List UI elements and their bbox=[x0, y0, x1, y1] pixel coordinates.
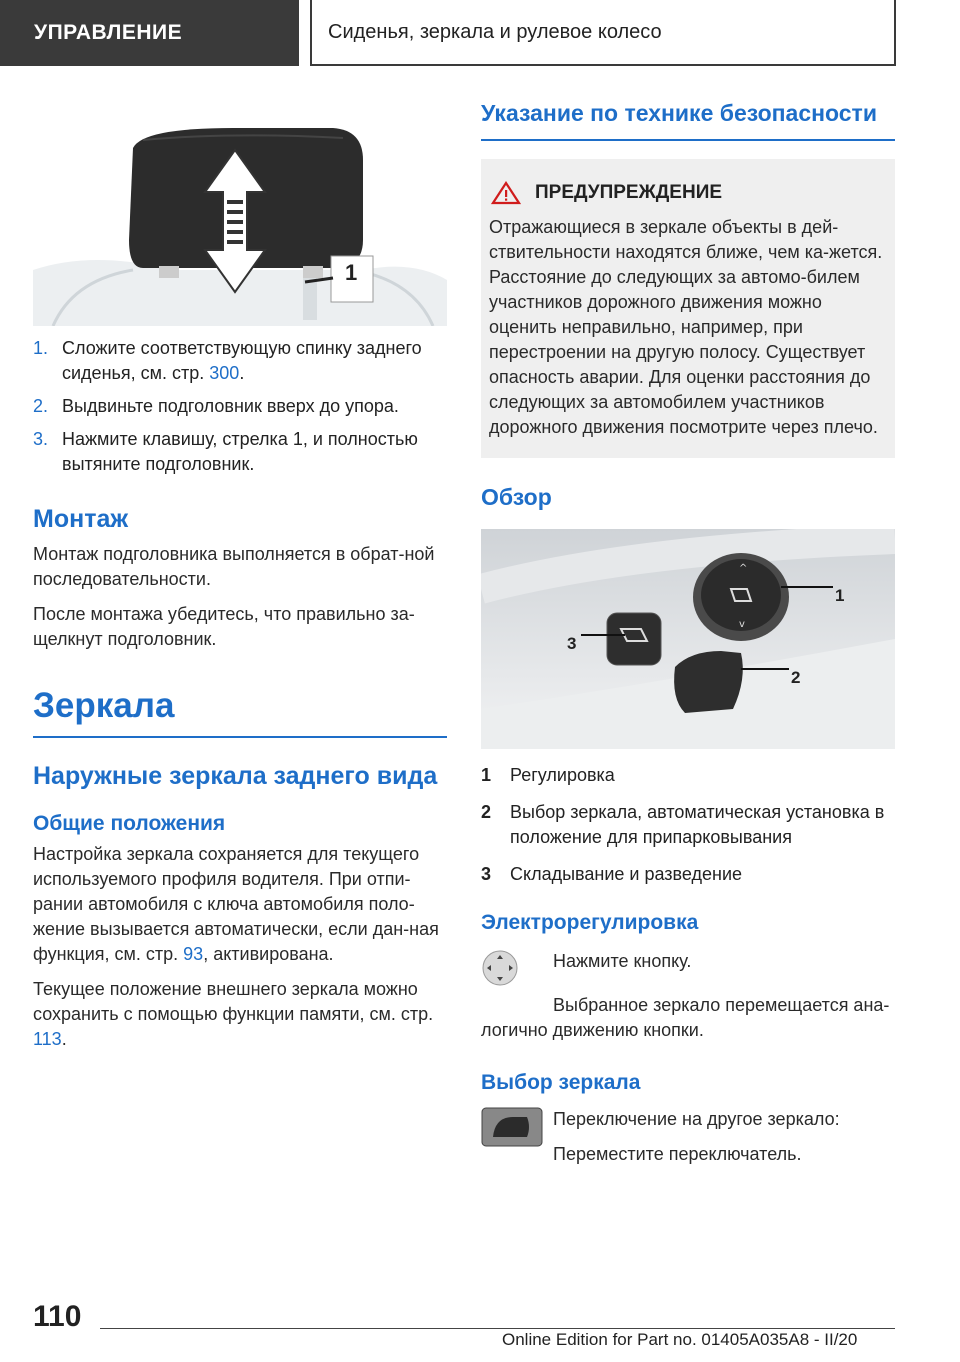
svg-text:v: v bbox=[739, 619, 745, 630]
warning-text: Отражающиеся в зеркале объекты в дей-ствительности находятся ближе, чем ка-жется. Расстояние до следующих за автомо-билем участников дорожного движения можно оценить неправильно, например, при перестроении на другую полосу. Существует опасность аварии. Для оценки расстояния до следующих за автомобилем участников дорожного движения посмотрите через плечо. bbox=[489, 217, 883, 437]
electro-heading: Электрорегулировка bbox=[481, 911, 699, 934]
figure-callout-1: 1 bbox=[345, 260, 358, 285]
step-item: 2. Выдвиньте подголовник вверх до упора. bbox=[33, 396, 399, 416]
general-paragraph-1: Настройка зеркала сохраняется для текущего используемого профиля водителя. При отпи-рании автомобиля с ключа автомобиля поло-жение вызывается автоматически, если дан-ная функция, см. стр. 93, активирована. bbox=[33, 844, 439, 964]
general-heading: Общие положения bbox=[33, 812, 226, 835]
headrest-illustration bbox=[33, 120, 447, 326]
mirror-selector-switch-icon bbox=[481, 1107, 543, 1147]
page-link[interactable]: 93 bbox=[183, 944, 204, 964]
topic-title: Сиденья, зеркала и рулевое колесо bbox=[310, 0, 896, 66]
page-link[interactable]: 300 bbox=[209, 363, 240, 383]
montage-paragraph-2: После монтажа убедитесь, что правильно за-щелкнут подголовник. bbox=[33, 604, 415, 649]
step-item: 3. Нажмите клавишу, стрелка 1, и полностью вытяните подголовник. bbox=[33, 429, 418, 474]
warning-box bbox=[481, 159, 895, 458]
mirror-adjust-button-icon bbox=[481, 949, 519, 987]
callout-1: 1 bbox=[835, 586, 845, 605]
page-link[interactable]: 113 bbox=[33, 1029, 62, 1049]
select-heading: Выбор зеркала bbox=[481, 1071, 641, 1094]
svg-text:^: ^ bbox=[739, 563, 748, 574]
electro-paragraph-2: Выбранное зеркало перемещается ана-логично движению кнопки. bbox=[481, 995, 890, 1040]
general-paragraph-2: Текущее положение внешнего зеркала можно сохранить с помощью функции памяти, см. стр. 113. bbox=[33, 979, 434, 1049]
overview-heading: Обзор bbox=[481, 484, 552, 510]
mirrors-heading: Зеркала bbox=[33, 686, 447, 738]
legend-item: 1 Регулировка bbox=[481, 765, 615, 785]
overview-legend bbox=[481, 763, 895, 887]
edition-note: Online Edition for Part no. 01405A035A8 - II/20 bbox=[502, 1330, 858, 1349]
left-column bbox=[33, 120, 447, 1062]
warning-label: ПРЕДУПРЕЖДЕНИЕ bbox=[535, 182, 723, 203]
outer-mirrors-heading: Наружные зеркала заднего вида bbox=[33, 762, 438, 790]
section-tab: УПРАВЛЕНИЕ bbox=[0, 0, 299, 66]
page-number: 110 bbox=[33, 1300, 82, 1333]
steps-list bbox=[33, 336, 447, 477]
select-paragraph-2: Переместите переключатель. bbox=[553, 1144, 802, 1164]
mirror-controls-illustration bbox=[481, 529, 895, 749]
page-header bbox=[0, 0, 960, 66]
warning-triangle-icon bbox=[491, 181, 521, 205]
legend-item: 2 Выбор зеркала, автоматическая установка в положение для припарковывания bbox=[481, 802, 885, 847]
footer-divider bbox=[100, 1328, 895, 1329]
montage-paragraph-1: Монтаж подголовника выполняется в обрат-ной последовательности. bbox=[33, 544, 435, 589]
montage-heading: Монтаж bbox=[33, 505, 129, 533]
select-paragraph-1: Переключение на другое зеркало: bbox=[553, 1109, 840, 1129]
callout-3: 3 bbox=[567, 634, 577, 653]
right-column bbox=[481, 100, 895, 1183]
legend-item: 3 Складывание и разведение bbox=[481, 864, 743, 884]
electro-paragraph-1: Нажмите кнопку. bbox=[553, 951, 692, 971]
step-item: 1. Сложите соответствующую спинку заднего сиденья, см. стр. 300. bbox=[33, 338, 422, 383]
callout-2: 2 bbox=[791, 668, 801, 687]
safety-heading: Указание по технике безопасности bbox=[481, 100, 895, 141]
